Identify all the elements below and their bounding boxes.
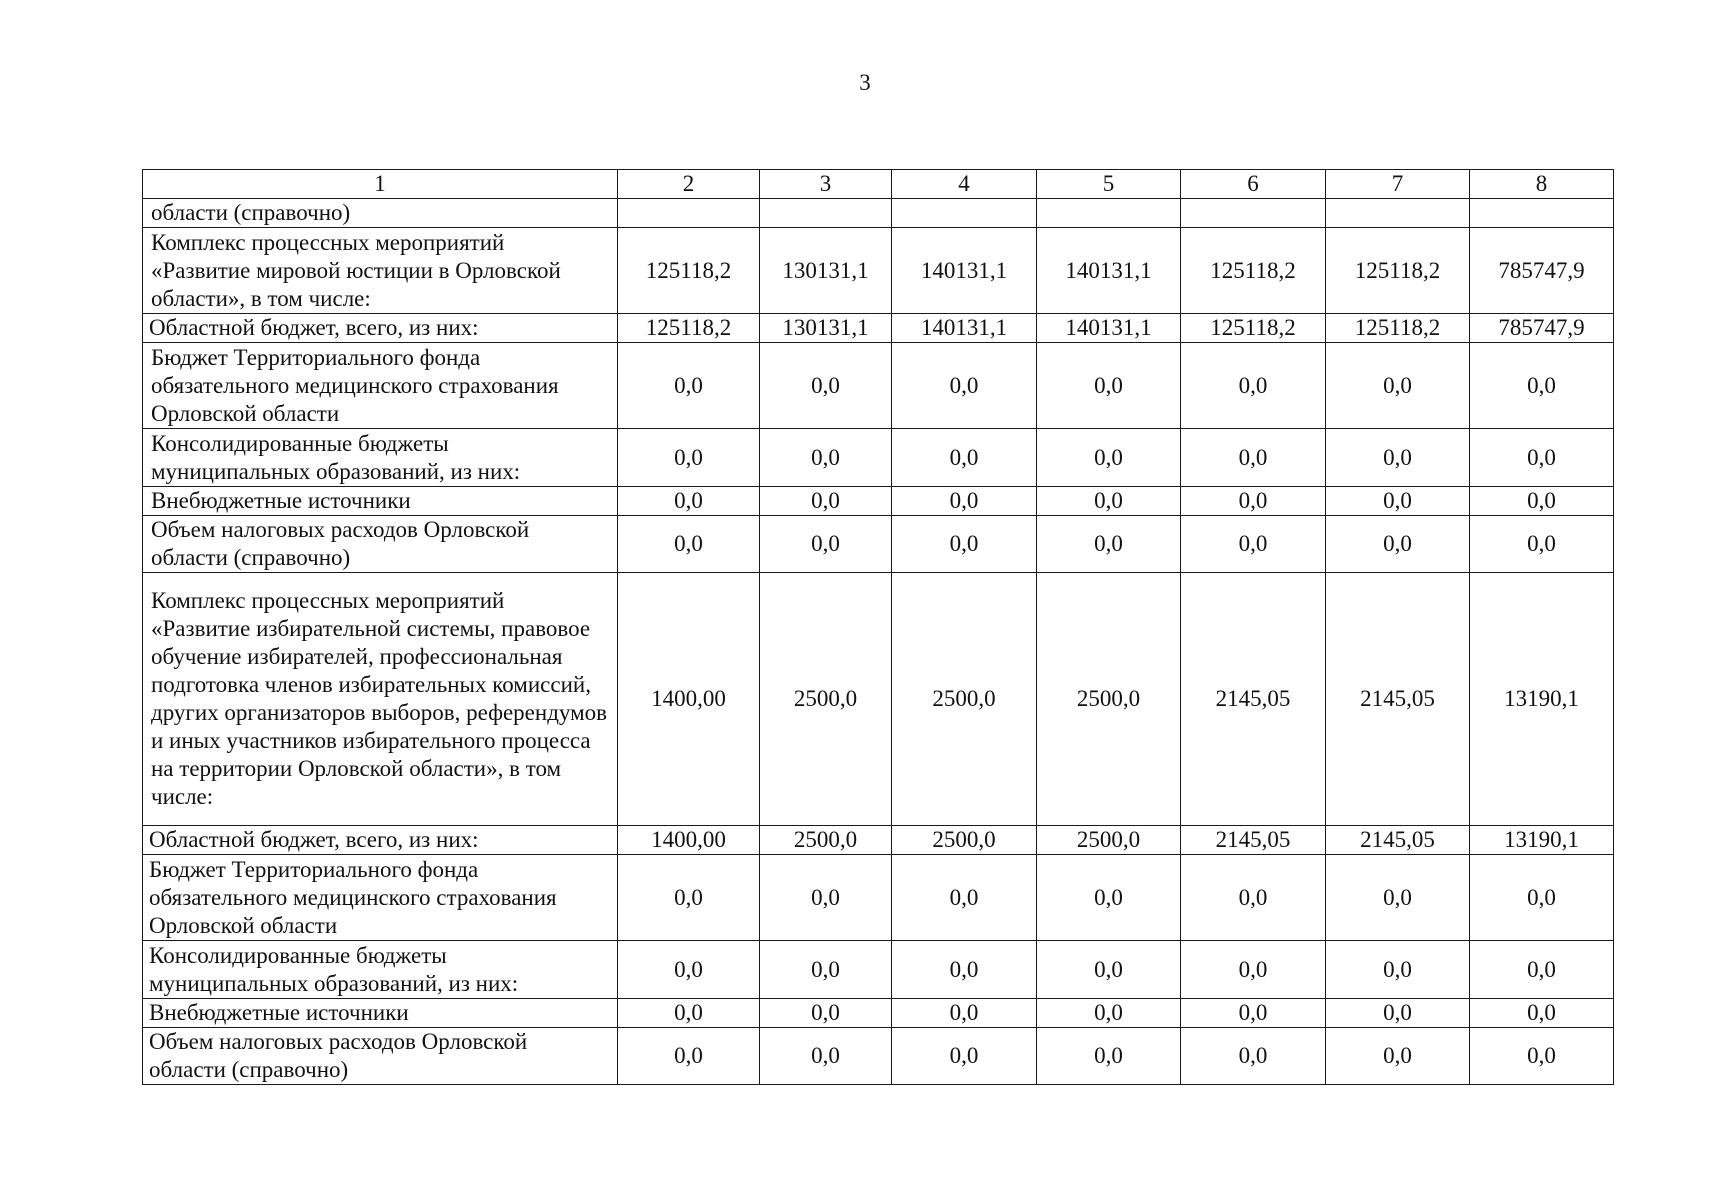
value-cell: 0,0 <box>1037 1028 1181 1085</box>
value-cell: 140131,1 <box>1037 228 1181 314</box>
value-cell <box>1470 199 1614 228</box>
header-cell: 4 <box>892 170 1037 199</box>
value-cell: 2145,05 <box>1181 826 1326 855</box>
value-cell: 0,0 <box>892 941 1037 999</box>
value-cell: 0,0 <box>1037 429 1181 487</box>
page-number: 3 <box>859 70 871 95</box>
value-cell: 130131,1 <box>760 228 892 314</box>
value-cell: 2145,05 <box>1326 573 1470 826</box>
value-cell: 0,0 <box>760 855 892 941</box>
value-cell: 125118,2 <box>1181 228 1326 314</box>
value-cell: 0,0 <box>1181 941 1326 999</box>
value-cell: 0,0 <box>760 516 892 573</box>
row-label: области (справочно) <box>143 199 618 228</box>
value-cell: 0,0 <box>760 487 892 516</box>
value-cell: 0,0 <box>892 487 1037 516</box>
value-cell: 130131,1 <box>760 314 892 343</box>
value-cell: 0,0 <box>1470 487 1614 516</box>
row-label: Бюджет Территориального фонда обязательного медицинского страхования Орловской области <box>143 343 618 429</box>
value-cell: 0,0 <box>1037 855 1181 941</box>
value-cell: 0,0 <box>1470 855 1614 941</box>
value-cell: 2500,0 <box>892 826 1037 855</box>
table-row <box>143 343 1614 429</box>
value-cell: 0,0 <box>1037 999 1181 1028</box>
value-cell: 0,0 <box>1181 516 1326 573</box>
row-label: Консолидированные бюджеты муниципальных образований, из них: <box>143 941 618 999</box>
value-cell: 0,0 <box>1037 343 1181 429</box>
row-label: Внебюджетные источники <box>143 487 618 516</box>
value-cell: 0,0 <box>1470 343 1614 429</box>
value-cell: 0,0 <box>618 1028 760 1085</box>
value-cell: 0,0 <box>1470 516 1614 573</box>
table-row <box>143 487 1614 516</box>
value-cell: 0,0 <box>892 343 1037 429</box>
value-cell: 2500,0 <box>1037 826 1181 855</box>
value-cell: 125118,2 <box>1326 228 1470 314</box>
value-cell: 0,0 <box>1326 487 1470 516</box>
value-cell: 0,0 <box>1181 855 1326 941</box>
table-row <box>143 855 1614 941</box>
value-cell: 0,0 <box>1037 941 1181 999</box>
table-row <box>143 314 1614 343</box>
value-cell: 0,0 <box>892 999 1037 1028</box>
value-cell: 0,0 <box>892 429 1037 487</box>
value-cell: 0,0 <box>618 343 760 429</box>
value-cell: 2500,0 <box>1037 573 1181 826</box>
value-cell: 1400,00 <box>618 826 760 855</box>
value-cell: 0,0 <box>1326 941 1470 999</box>
value-cell: 140131,1 <box>1037 314 1181 343</box>
value-cell: 0,0 <box>618 429 760 487</box>
value-cell: 1400,00 <box>618 573 760 826</box>
value-cell <box>1037 199 1181 228</box>
value-cell: 0,0 <box>1326 429 1470 487</box>
row-label: Консолидированные бюджеты муниципальных образований, из них: <box>143 429 618 487</box>
value-cell: 2500,0 <box>760 573 892 826</box>
row-label: Объем налоговых расходов Орловской области (справочно) <box>143 1028 618 1085</box>
header-cell: 2 <box>618 170 760 199</box>
table-row <box>143 199 1614 228</box>
header-cell: 6 <box>1181 170 1326 199</box>
value-cell: 785747,9 <box>1470 228 1614 314</box>
value-cell: 0,0 <box>1470 999 1614 1028</box>
value-cell <box>892 199 1037 228</box>
value-cell <box>1181 199 1326 228</box>
value-cell: 0,0 <box>1181 999 1326 1028</box>
value-cell: 2145,05 <box>1181 573 1326 826</box>
value-cell: 0,0 <box>618 855 760 941</box>
row-label: Бюджет Территориального фонда обязательного медицинского страхования Орловской области <box>143 855 618 941</box>
value-cell: 2500,0 <box>760 826 892 855</box>
value-cell: 0,0 <box>892 1028 1037 1085</box>
value-cell: 0,0 <box>618 516 760 573</box>
value-cell: 0,0 <box>760 941 892 999</box>
value-cell: 0,0 <box>1037 487 1181 516</box>
value-cell: 0,0 <box>1326 343 1470 429</box>
value-cell: 13190,1 <box>1470 826 1614 855</box>
value-cell: 0,0 <box>1470 1028 1614 1085</box>
header-cell: 1 <box>143 170 618 199</box>
value-cell: 125118,2 <box>618 228 760 314</box>
header-cell: 8 <box>1470 170 1614 199</box>
row-label: Внебюджетные источники <box>143 999 618 1028</box>
value-cell: 0,0 <box>1470 941 1614 999</box>
table-header-row <box>143 170 1614 199</box>
table-body <box>143 170 1614 1085</box>
value-cell: 0,0 <box>618 941 760 999</box>
value-cell: 0,0 <box>1181 487 1326 516</box>
value-cell: 2500,0 <box>892 573 1037 826</box>
value-cell: 0,0 <box>1181 429 1326 487</box>
value-cell: 0,0 <box>760 343 892 429</box>
value-cell: 140131,1 <box>892 314 1037 343</box>
value-cell: 125118,2 <box>1181 314 1326 343</box>
table-row <box>143 1028 1614 1085</box>
header-cell: 5 <box>1037 170 1181 199</box>
value-cell: 0,0 <box>1326 1028 1470 1085</box>
value-cell: 0,0 <box>760 999 892 1028</box>
table-row <box>143 573 1614 826</box>
value-cell: 13190,1 <box>1470 573 1614 826</box>
value-cell: 0,0 <box>1470 429 1614 487</box>
value-cell: 0,0 <box>760 1028 892 1085</box>
value-cell: 125118,2 <box>618 314 760 343</box>
value-cell <box>760 199 892 228</box>
row-label: Областной бюджет, всего, из них: <box>143 314 618 343</box>
table-row <box>143 516 1614 573</box>
value-cell: 0,0 <box>1181 1028 1326 1085</box>
budget-table <box>142 169 1614 1085</box>
row-label: Объем налоговых расходов Орловской области (справочно) <box>143 516 618 573</box>
value-cell: 0,0 <box>892 516 1037 573</box>
header-cell: 7 <box>1326 170 1470 199</box>
value-cell: 0,0 <box>892 855 1037 941</box>
value-cell: 0,0 <box>1326 999 1470 1028</box>
row-label: Комплекс процессных мероприятий «Развитие избирательной системы, правовое обучение избирателей, профессиональная подготовка членов избирательных комиссий, других организаторов выборов, референдумов и иных участников избирательного процесса на территории Орловской области», в том числе: <box>143 573 618 826</box>
value-cell: 0,0 <box>1326 516 1470 573</box>
value-cell: 0,0 <box>760 429 892 487</box>
value-cell: 140131,1 <box>892 228 1037 314</box>
value-cell <box>1326 199 1470 228</box>
value-cell: 125118,2 <box>1326 314 1470 343</box>
value-cell: 785747,9 <box>1470 314 1614 343</box>
table-row <box>143 999 1614 1028</box>
value-cell: 0,0 <box>1326 855 1470 941</box>
table-row <box>143 228 1614 314</box>
value-cell: 0,0 <box>1037 516 1181 573</box>
row-label: Областной бюджет, всего, из них: <box>143 826 618 855</box>
row-label: Комплекс процессных мероприятий «Развитие мировой юстиции в Орловской области», в том числе: <box>143 228 618 314</box>
value-cell: 0,0 <box>618 487 760 516</box>
value-cell: 0,0 <box>1181 343 1326 429</box>
table-row <box>143 429 1614 487</box>
value-cell: 2145,05 <box>1326 826 1470 855</box>
value-cell: 0,0 <box>618 999 760 1028</box>
header-cell: 3 <box>760 170 892 199</box>
value-cell <box>618 199 760 228</box>
table-row <box>143 941 1614 999</box>
table-row <box>143 826 1614 855</box>
